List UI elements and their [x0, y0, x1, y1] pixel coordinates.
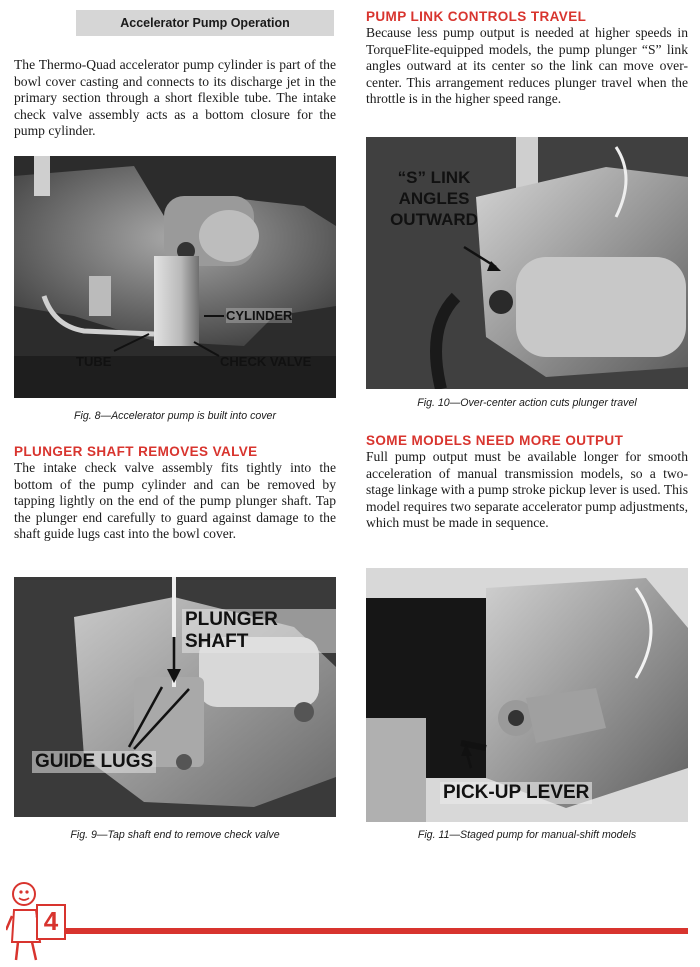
tube-label: TUBE [76, 354, 112, 369]
s-link-label-line-3: OUTWARD [390, 210, 478, 229]
fig9-caption: Fig. 9—Tap shaft end to remove check valve [70, 829, 280, 841]
footer-rule [66, 928, 688, 934]
s-link-label-line-1: “S” LINK [397, 168, 471, 187]
fig8-photo [14, 156, 336, 398]
fig9-photo [14, 577, 336, 817]
cylinder-label: CYLINDER [226, 308, 293, 323]
page-number: 4 [43, 906, 59, 936]
plunger-shaft-paragraph: The intake check valve assembly fits tightly into the bottom of the pump cylinder and can be removed by tapping lightly on the end of the pump plunger shaft. Tap the plunger end carefully to guard against damage to the shaft guide lugs cast into the bowl cover. [14, 460, 336, 542]
intro-paragraph: The Thermo-Quad accelerator pump cylinder is part of the bowl cover casting and connects to its discharge jet in the primary section through a short flexible tube. The intake check valve assembly acts as a bottom closure for the pump cylinder. [14, 57, 336, 139]
pickup-lever-label: PICK-UP LEVER [440, 782, 592, 804]
s-link-label-line-2: ANGLES [398, 189, 470, 208]
accelerator-pump-heading: Accelerator Pump Operation [120, 16, 290, 30]
fig11-photo [366, 568, 688, 822]
guide-lugs-label: GUIDE LUGS [32, 751, 156, 773]
plunger-shaft-heading: PLUNGER SHAFT REMOVES VALVE [14, 444, 258, 459]
fig11-caption: Fig. 11—Staged pump for manual-shift models [417, 829, 637, 841]
section-heading-box [76, 10, 334, 36]
pump-link-paragraph: Because less pump output is needed at higher speeds in TorqueFlite-equipped models, the pump plunger “S” link angles outward at its center so the link can move over-center. This arrangement reduces plunger travel when the throttle is in the higher speed range. [366, 25, 688, 107]
s-link-label [384, 167, 484, 230]
page-number-box [36, 904, 66, 940]
check-valve-label: CHECK VALVE [220, 354, 312, 369]
plunger-shaft-label: PLUNGER SHAFT [182, 609, 336, 653]
fig10-photo [366, 137, 688, 389]
pump-link-heading: PUMP LINK CONTROLS TRAVEL [366, 9, 587, 24]
more-output-paragraph: Full pump output must be available longer for smooth acceleration of manual transmission models, so a two-stage linkage with a pump stroke pickup lever is used. This model requires two separate accelerator pump adjustments, which must be made in sequence. [366, 449, 688, 531]
more-output-heading: SOME MODELS NEED MORE OUTPUT [366, 433, 624, 448]
fig10-caption: Fig. 10—Over-center action cuts plunger travel [417, 397, 637, 409]
fig8-caption: Fig. 8—Accelerator pump is built into cover [74, 410, 276, 422]
